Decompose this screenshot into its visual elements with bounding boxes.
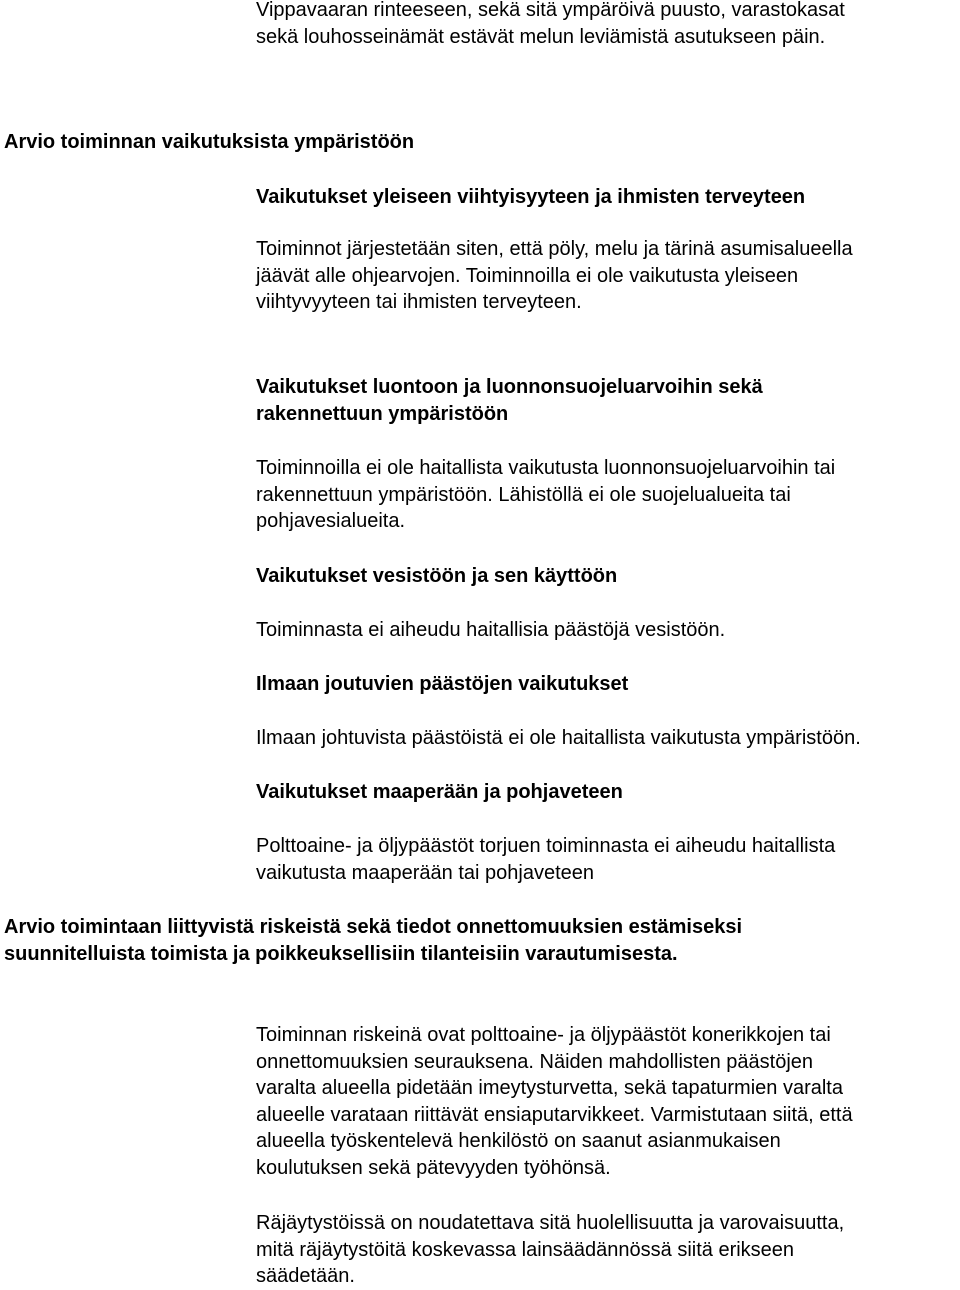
heading-line: Vaikutukset luontoon ja luonnonsuojeluarvoihin sekä <box>256 376 763 398</box>
section-title-risk-assessment <box>4 914 742 967</box>
air-paragraph: Ilmaan johtuvista päästöistä ei ole haitallista vaikutusta ympäristöön. <box>256 727 861 749</box>
text-line: sekä louhosseinämät estävät melun leviämistä asutukseen päin. <box>256 25 826 48</box>
text-line: mitä räjäytystöitä koskevassa lainsäädännössä siitä erikseen <box>256 1238 795 1261</box>
heading-water-impacts: Vaikutukset vesistöön ja sen käyttöön <box>256 565 618 587</box>
text-line: viihtyvyyteen tai ihmisten terveyteen. <box>256 291 582 313</box>
soil-paragraph <box>256 833 835 886</box>
text-line: alueella työskentelevä henkilöstö on saanut asianmukaisen <box>256 1130 781 1152</box>
text-line: Toiminnan riskeinä ovat polttoaine- ja öljypäästöt konerikkojen tai <box>256 1024 831 1046</box>
nature-paragraph <box>256 455 835 535</box>
section-title-environmental-impacts: Arvio toiminnan vaikutuksista ympäristöön <box>4 131 415 153</box>
text-line: Vippavaaran rinteeseen, sekä sitä ympäröivä puusto, varastokasat <box>256 0 845 21</box>
water-paragraph: Toiminnasta ei aiheudu haitallisia päästöjä vesistöön. <box>256 619 726 641</box>
text-line: Toiminnoilla ei ole haitallista vaikutusta luonnonsuojeluarvoihin tai <box>256 457 836 479</box>
text-line: säädetään. <box>256 1265 355 1287</box>
heading-nature-impacts <box>256 374 763 427</box>
health-paragraph <box>256 236 853 316</box>
text-line: onnettomuuksien seurauksena. Näiden mahdollisten päästöjen <box>256 1050 814 1073</box>
text-line: Räjäytystöissä on noudatettava sitä huolellisuutta ja varovaisuutta, <box>256 1212 845 1234</box>
blasting-paragraph <box>256 1210 844 1290</box>
heading-health-impacts: Vaikutukset yleiseen viihtyisyyteen ja ihmisten terveyteen <box>256 186 806 208</box>
text-line: koulutuksen sekä pätevyyden työhönsä. <box>256 1156 611 1179</box>
heading-line: Arvio toimintaan liittyvistä riskeistä sekä tiedot onnettomuuksien estämiseksi <box>4 916 743 938</box>
heading-air-impacts: Ilmaan joutuvien päästöjen vaikutukset <box>256 673 629 695</box>
text-line: rakennettuun ympäristöön. Lähistöllä ei ole suojelualueita tai <box>256 483 791 506</box>
heading-soil-impacts: Vaikutukset maaperään ja pohjaveteen <box>256 781 623 803</box>
text-line: vaikutusta maaperään tai pohjaveteen <box>256 861 595 884</box>
intro-paragraph <box>256 0 845 50</box>
text-line: jäävät alle ohjearvojen. Toiminnoilla ei ole vaikutusta yleiseen <box>256 264 799 287</box>
text-line: pohjavesialueita. <box>256 510 405 532</box>
text-line: Toiminnot järjestetään siten, että pöly, melu ja tärinä asumisalueella <box>256 238 853 260</box>
text-line: varalta alueella pidetään imeytysturvetta, sekä tapaturmien varalta <box>256 1077 843 1099</box>
risk-paragraph <box>256 1022 853 1181</box>
heading-line: suunnitelluista toimista ja poikkeuksellisiin tilanteisiin varautumisesta. <box>4 942 678 965</box>
heading-line: rakennettuun ympäristöön <box>256 402 509 425</box>
text-line: Polttoaine- ja öljypäästöt torjuen toiminnasta ei aiheudu haitallista <box>256 835 836 857</box>
text-line: alueelle varataan riittävät ensiaputarvikkeet. Varmistutaan siitä, että <box>256 1103 853 1126</box>
